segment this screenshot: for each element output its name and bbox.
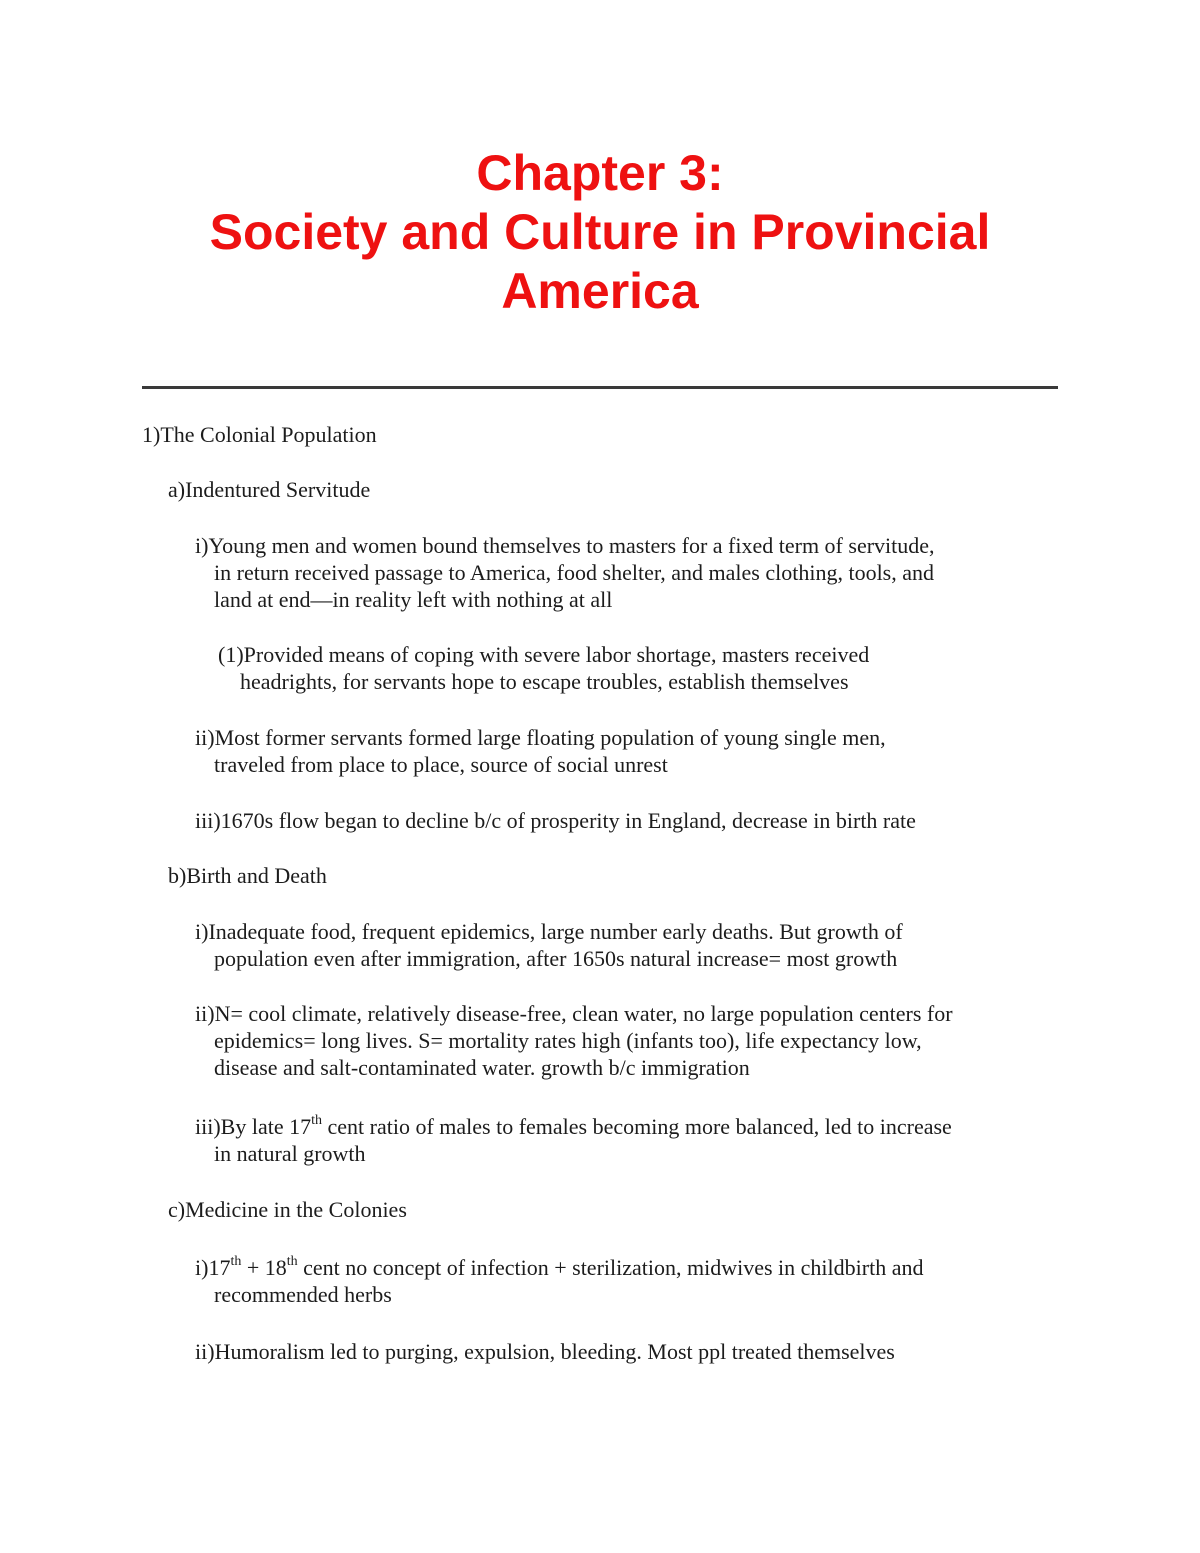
outline-number: 1) <box>142 422 161 447</box>
outline-number: ii) <box>195 1001 215 1026</box>
outline-item-b-i <box>195 918 903 972</box>
outline-heading: Indentured Servitude <box>185 477 371 502</box>
outline-item-a-iii <box>195 807 916 834</box>
outline-number: ii) <box>195 1339 215 1364</box>
outline-number: i) <box>195 919 209 944</box>
outline-line <box>195 724 886 751</box>
outline-item-b-ii <box>195 1000 953 1081</box>
outline-line: traveled from place to place, source of social unrest <box>214 752 668 777</box>
outline-subsection-a <box>168 476 370 503</box>
outline-line <box>195 918 903 945</box>
outline-line <box>195 1254 923 1281</box>
outline-line: in return received passage to America, food shelter, and males clothing, tools, and <box>214 560 935 585</box>
outline-number: b) <box>168 863 187 888</box>
outline-number: i) <box>195 1255 209 1280</box>
outline-text: N= cool climate, relatively disease-free, clean water, no large population centers for <box>214 1001 953 1026</box>
title-line-1: Chapter 3: <box>476 145 724 201</box>
outline-heading: Birth and Death <box>186 863 327 888</box>
outline-subsection-b <box>168 862 327 889</box>
outline-text: Provided means of coping with severe labor shortage, masters received <box>243 642 870 667</box>
outline-item-a-i <box>195 532 935 613</box>
outline-line: recommended herbs <box>214 1282 392 1307</box>
outline-text: Most former servants formed large floating population of young single men, <box>214 725 886 750</box>
outline-line: in natural growth <box>214 1141 366 1166</box>
outline-item-c-ii <box>195 1338 895 1365</box>
outline-line: disease and salt-contaminated water. growth b/c immigration <box>214 1055 750 1080</box>
title-line-3: America <box>501 263 699 319</box>
outline-line: land at end—in reality left with nothing at all <box>214 587 613 612</box>
outline-number: c) <box>168 1197 186 1222</box>
outline-line <box>195 1000 953 1027</box>
outline-subsection-c <box>168 1196 407 1223</box>
outline-text: cent no concept of infection + sterilization, midwives in childbirth and <box>297 1255 924 1280</box>
outline-text: + 18 <box>241 1255 287 1280</box>
outline-item-b-iii <box>195 1113 952 1167</box>
outline-line <box>195 532 935 559</box>
outline-text: By late 17 <box>220 1114 312 1139</box>
outline-section-1 <box>142 421 377 448</box>
outline-text: 1670s flow began to decline b/c of prosperity in England, decrease in birth rate <box>220 808 916 833</box>
outline-text: Inadequate food, frequent epidemics, large number early deaths. But growth of <box>208 919 903 944</box>
outline-line <box>195 807 916 834</box>
outline-number: i) <box>195 533 209 558</box>
outline-heading: Medicine in the Colonies <box>185 1197 407 1222</box>
outline-line <box>195 1113 952 1140</box>
outline-line: headrights, for servants hope to escape troubles, establish themselves <box>240 669 849 694</box>
outline-number: a) <box>168 477 186 502</box>
superscript: th <box>286 1253 298 1269</box>
outline-item-c-i <box>195 1254 923 1308</box>
outline-line <box>218 641 869 668</box>
outline-text: Young men and women bound themselves to masters for a fixed term of servitude, <box>208 533 935 558</box>
outline-text: 17 <box>208 1255 231 1280</box>
outline-text: Humoralism led to purging, expulsion, bleeding. Most ppl treated themselves <box>214 1339 895 1364</box>
outline-item-a-ii <box>195 724 886 778</box>
outline-number: iii) <box>195 1114 221 1139</box>
outline-heading: The Colonial Population <box>160 422 377 447</box>
outline-line: epidemics= long lives. S= mortality rates high (infants too), life expectancy low, <box>214 1028 922 1053</box>
outline-line <box>195 1338 895 1365</box>
superscript: th <box>230 1253 242 1269</box>
outline-line: population even after immigration, after 1650s natural increase= most growth <box>214 946 898 971</box>
outline-number: iii) <box>195 808 221 833</box>
title-line-2: Society and Culture in Provincial <box>209 204 991 260</box>
outline-text: cent ratio of males to females becoming more balanced, led to increase <box>322 1114 952 1139</box>
outline-number: (1) <box>218 642 244 667</box>
superscript: th <box>311 1112 322 1128</box>
outline-number: ii) <box>195 725 215 750</box>
outline-item-a-i-1 <box>218 641 869 695</box>
